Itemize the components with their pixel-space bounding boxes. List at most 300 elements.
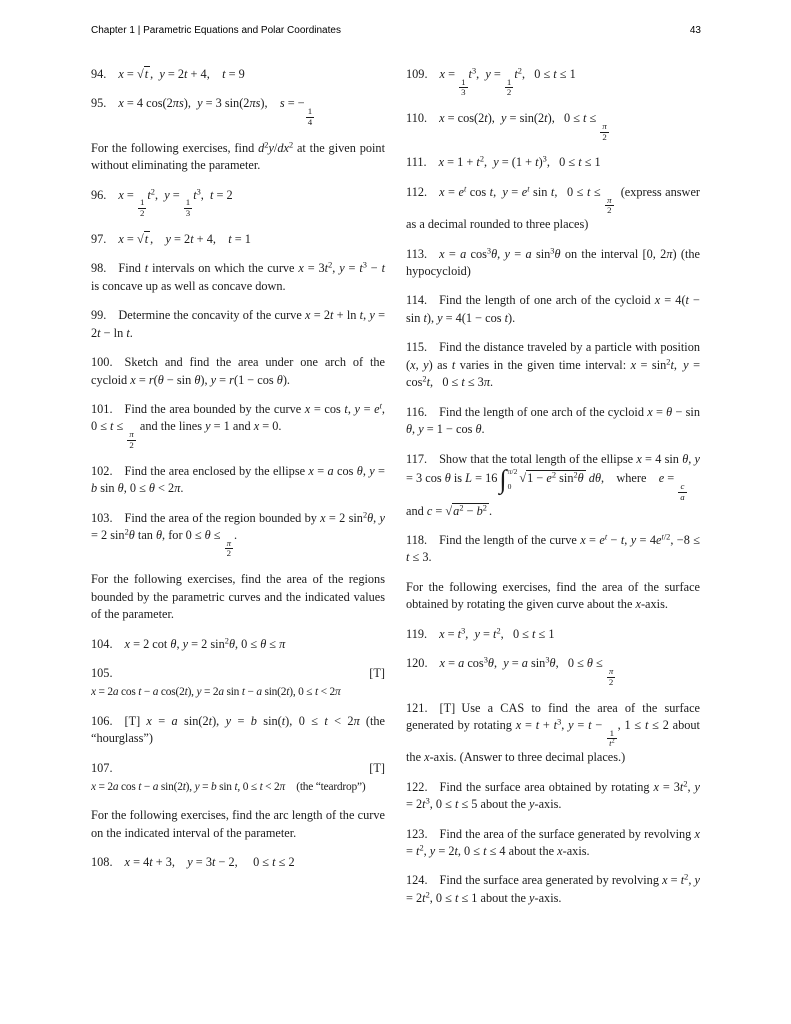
superscript: 3 [542,154,547,164]
exercise-107 [91,760,385,796]
exercise-106 [91,713,385,748]
math-variable: x [438,155,445,170]
exercise-102 [91,463,385,498]
exercise-96 [91,187,385,219]
math-variable: t [609,738,612,749]
math-variable: y [694,451,701,466]
math-variable: x [304,401,311,416]
math-variable: a [525,246,532,261]
math-variable: t [324,713,328,728]
math-variable: θ [117,481,124,496]
technology-tag: [T] [369,666,385,681]
math-variable: t [184,686,188,699]
math-variable: t [550,184,555,199]
math-variable: t [463,184,467,194]
exercise-103 [91,510,385,560]
fraction-denominator [607,738,616,749]
exercise-body: Find the area of the region bounded by x = 2 $\sin^2\theta$, y = 2 $\sin^2\theta$ tan θ, for 0 ≤ θ ≤ $\frac{\pi}{2}$ . [91,509,385,559]
fraction [600,122,608,142]
math-variable: t [588,717,592,732]
math-variable: t [416,844,420,858]
math-variable: e [546,471,552,486]
superscript: 2 [150,186,155,196]
math-variable: y [194,781,200,794]
page-header [91,25,701,36]
math-variable: θ [228,636,235,651]
superscript: 2 [264,140,269,150]
exercise-number: 113. [406,246,428,261]
math-variable: t [190,231,194,246]
exercise-104 [91,636,385,653]
fraction-denominator: 2 [129,439,134,450]
fraction [306,107,314,127]
math-variable: π [507,467,512,477]
math-variable: a [112,781,119,794]
math-variable: t [489,184,494,199]
math-variable: y [225,713,232,728]
math-variable: a [680,491,685,502]
radicand: $a^2 - b^2$ [453,502,487,518]
fraction-denominator: 2 [607,205,612,216]
exercise-109 [406,66,700,98]
math-variable: y [429,844,436,858]
math-variable: d [258,140,265,155]
math-variable: a [460,246,467,261]
radical-sign: √ [136,231,144,246]
superscript: 2 [551,470,557,480]
exercise-108 [91,854,385,871]
exercise-body: x = √t , y = 2t + 4, t = 1 [118,231,251,246]
fraction [678,482,686,502]
fraction-numerator: 1 [609,727,615,738]
math-variable: π [129,429,134,440]
superscript [380,401,382,410]
math-variable: θ [276,372,283,387]
exercise-number: 105. [91,666,113,681]
math-variable: t [670,357,674,372]
fraction-numerator: 1 [307,106,313,117]
math-variable: t [144,67,149,81]
math-variable: t [208,713,213,728]
math-variable: t [483,844,487,858]
math-variable: b [91,481,98,496]
section-instruction: For the following exercises, find the arc length of the curve on the indicated interval of the parameter. [91,808,385,840]
exercise-body: $x = t^3$, $y = t^2$, 0 ≤ t ≤ 1 [439,626,555,641]
exercise-number-row [91,665,385,682]
math-variable: t [272,855,276,870]
radical-sign: √ [136,67,144,81]
exercise-112 [406,184,700,234]
math-variable: π [666,246,673,261]
math-variable: t [330,308,334,323]
exercise-number: 103. [91,510,113,525]
math-variable: y [529,890,535,905]
fraction-denominator: 4 [307,116,313,127]
math-variable: πs [172,96,184,111]
math-variable: a [152,781,159,794]
math-variable: t [535,155,539,170]
math-variable: t [110,419,114,434]
exercise-number: 112. [406,184,428,199]
math-variable: π [174,481,181,496]
fraction-numerator: 1 [461,76,466,87]
math-variable: t [535,717,540,732]
math-variable: t [147,187,151,202]
lower-limit: 0 [507,482,512,492]
exercise-number-row [91,760,385,777]
math-variable: r [148,372,154,387]
math-variable: π [608,666,614,677]
math-variable: t [423,310,427,325]
fraction [607,729,616,749]
superscript: 3 [483,655,488,665]
math-variable: x [305,308,311,323]
math-variable: θ [682,451,689,466]
fraction-numerator [607,667,615,677]
math-variable: x [118,187,124,202]
exercise-body: Find the area enclosed by the ellipse x = a cos θ, y = b sin θ, 0 ≤ θ < 2π. [91,463,385,496]
math-variable: π [334,686,341,699]
math-variable: x [694,826,700,841]
exercise-body: Sketch and find the area under one arch of the cycloid x = r(θ − sin θ), y = r(1 − cos θ). [91,355,385,387]
math-variable: t [211,855,216,870]
math-variable: t [527,184,530,194]
fraction-numerator: 1 [506,76,512,87]
section-instruction: For the following exercises, find the area of the regions bounded by the parametric curves and the indicated values of the parameter. [91,572,385,622]
fraction-numerator: 1 [185,197,191,208]
math-variable: y [369,308,375,323]
math-variable: e [521,184,528,199]
superscript [605,532,607,541]
math-variable: t [644,717,649,732]
page-number: 43 [689,25,701,36]
superscript: 2 [124,527,129,537]
math-variable: t [314,686,318,699]
math-variable: y [501,111,507,126]
exercise-number: 104. [91,636,113,651]
fraction-numerator [605,196,613,206]
math-variable: x [118,231,124,246]
math-variable: θ [194,372,201,387]
math-variable: x [130,372,136,387]
superscript: 3 [362,260,367,270]
math-variable: t [454,797,459,812]
exercise-number: 100. [91,355,113,370]
fraction-numerator [127,430,135,440]
math-variable: b [250,713,257,728]
exercise-body: [T] x = a sin(2t), y = b sin(t), 0 ≤ t < 2π (the “hourglass”) [91,713,386,746]
square-root [445,503,489,518]
math-variable: t [144,231,149,246]
math-variable: y [164,187,170,202]
exercise-119 [406,626,700,643]
exercise-122 [406,779,700,814]
exercise-number: 96. [91,187,107,202]
math-variable: θ [491,246,498,261]
math-variable: x [635,597,641,612]
exercise-94 [91,66,385,83]
fraction-denominator: 2 [139,208,145,219]
exercise-number: 107. [91,760,113,775]
math-variable: y [159,67,165,81]
superscript: 2 [459,502,464,512]
math-variable: t [381,261,385,276]
right-column [406,66,700,919]
math-variable: x [439,67,445,81]
exercise-number: 111. [406,155,427,170]
exercise-body: x = a $\cos^3\theta$, y = a $\sin^3\theta$ on the interval [0, 2π) (the hypocycloid) [406,245,700,279]
integral-limits [507,468,518,491]
math-variable: L [465,471,472,486]
exercise-number: 108. [91,855,113,870]
math-variable: θ [487,656,494,671]
math-variable: t [553,717,558,732]
math-variable: t [493,626,497,641]
math-variable: t [504,310,509,325]
radical-sign: √ [445,503,453,518]
integral [499,464,518,495]
exercise-117 [406,451,700,520]
math-variable: x [515,717,522,732]
superscript: 2 [611,739,615,746]
math-variable: e [374,401,380,416]
math-variable: t [468,67,472,81]
math-variable: a [521,656,528,671]
math-variable: x [124,636,130,651]
math-variable: t [422,797,426,812]
superscript: 2 [328,260,333,270]
exercise-body: x = $\frac{1}{2}$ $t^2$, y = $\frac{1}{3}$ $t^3$, t = 2 [118,186,233,219]
math-variable: y [196,686,202,699]
superscript [527,184,529,193]
math-variable: e [656,533,662,548]
math-variable: π [279,636,286,651]
math-variable: t [422,890,426,905]
math-variable: t [222,67,226,81]
math-variable: t [193,187,197,202]
math-variable: y [694,873,700,888]
math-variable: t [210,187,214,202]
math-variable: t [241,686,245,699]
exercise-body: $x = e^t$ cos t, $y = e^t$ sin t, 0 ≤ t ≤ $\frac{\pi}{2}$ (express answer as a decimal rounded to three places) [406,184,700,232]
math-variable: θ [356,463,363,478]
superscript: 2 [684,872,689,882]
fraction [127,430,135,450]
exercise-number: 94. [91,67,107,81]
math-variable: y [503,656,509,671]
exercise-97 [91,231,385,248]
math-variable: θ [204,528,211,542]
math-variable: x [653,779,659,794]
math-variable: θ [170,636,177,651]
exercise-body: x = $\frac{1}{3}$ $t^3$, y = $\frac{1}{2}$ $t^2$, 0 ≤ t ≤ 1 [439,66,576,98]
math-variable: t [149,855,153,870]
exercise-number: 120. [406,656,428,671]
math-variable: x [308,463,314,478]
fraction-numerator: 1 [139,197,145,208]
math-variable: e [599,533,605,548]
math-variable: x [410,357,416,372]
fraction [607,667,615,687]
math-variable: x [647,404,653,419]
fraction [225,539,233,559]
math-variable: x [636,451,642,466]
math-variable: dθ [588,471,601,486]
exercise-116 [406,404,700,439]
math-variable: y [339,261,345,276]
fraction [184,198,192,218]
math-variable: s [279,96,285,111]
left-column [91,66,385,919]
math-variable: πs [249,96,261,111]
exercise-number: 123. [406,826,428,841]
math-variable: y [504,246,510,261]
math-variable: y [474,626,480,641]
exercise-113 [406,246,700,281]
math-variable: t [286,686,290,699]
radicand [144,66,150,81]
math-variable: x [118,67,124,81]
exercise-body: Determine the concavity of the curve x = 2t + ln t, y = 2t − ln t. [91,308,386,340]
math-variable: y [205,419,211,434]
superscript: 2 [425,890,430,900]
math-variable: t [138,686,142,699]
math-variable: x [439,246,445,261]
math-variable: x [439,626,445,641]
math-variable: θ [148,481,155,496]
math-variable: t [259,781,263,794]
math-variable: π [602,120,607,131]
math-variable: a [112,686,119,699]
math-variable: π [483,375,490,390]
math-variable: t [604,532,608,542]
superscript: 2 [496,626,501,636]
technology-tag: [T] [369,760,385,775]
fraction-denominator: 3 [185,208,191,219]
math-variable: θ [444,471,451,486]
superscript: 2 [288,140,294,150]
math-variable: x [298,261,304,276]
exercise-120 [406,655,700,687]
math-variable: b [476,503,483,518]
math-variable: a [218,686,224,699]
exercise-number: 109. [406,67,428,81]
fraction [605,196,613,216]
math-variable: x [654,293,661,308]
exercise-118 [406,532,700,567]
exercise-121 [406,700,700,767]
math-variable: θ [260,636,267,651]
math-variable: a [453,503,460,518]
exercise-number: 115. [406,340,428,355]
math-variable: x [439,656,445,671]
exercise-body: x = 2 cot θ, y = 2 $\sin^2\theta$, 0 ≤ θ ≤ π [124,635,286,651]
math-variable: t [281,713,286,728]
exercise-123 [406,826,700,861]
exercise-body: Find the area of the surface generated by revolving $x = t^2$, y = 2t, 0 ≤ t ≤ 4 about the x-axis. [406,826,700,858]
math-variable: x [253,419,260,434]
running-head: Chapter 1 | Parametric Equations and Polar Coordinates [91,25,341,36]
math-variable: a [171,713,178,728]
math-variable: c [680,481,685,492]
math-variable: t [359,261,363,276]
fraction-denominator: 2 [608,676,614,687]
radicand: $1 - e^2$ $\sin^2\theta$ [527,470,584,486]
upper-limit: π/2 [507,467,518,477]
math-variable: x [439,111,445,126]
content-columns [91,66,701,919]
exercise-body: x = a $\cos^3\theta$, y = a $\sin^3\theta$, 0 ≤ θ ≤ $\frac{\pi}{2}$ [439,655,614,687]
math-variable: t [680,873,685,888]
math-variable: t [406,550,410,565]
math-variable: t [454,844,458,858]
math-variable: θ [157,372,164,387]
exercise-115 [406,339,700,391]
exercise-body: Find the surface area generated by revolving $x = t^2$, $y = 2t^2$, 0 ≤ t ≤ 1 about the y-axis. [406,872,700,905]
fraction [505,78,513,98]
superscript: 3 [545,655,550,665]
math-variable: a [327,463,334,478]
superscript: 2 [573,470,578,480]
superscript: 2 [666,357,671,367]
math-variable: t [586,184,591,199]
superscript: t/2 [661,532,671,542]
superscript: 2 [422,374,427,384]
math-variable: t [97,325,101,340]
exercise-number: 95. [91,96,107,111]
math-variable: t [138,781,142,794]
math-variable: t [620,533,625,548]
math-variable: x [320,510,326,525]
math-variable: x [439,184,445,199]
math-variable: y [683,357,689,372]
math-variable: a [152,686,159,699]
exercise-number: 101. [91,401,113,416]
math-variable: x [557,844,563,858]
fraction-denominator: 2 [602,131,607,142]
exercise-110 [406,110,700,142]
section-instruction: For the following exercises, find the area of the surface obtained by rotating the given curve about the x-axis. [406,579,700,612]
superscript: 3 [486,245,492,255]
math-variable: y [268,140,274,155]
exercise-body: Find the length of one arch of the cycloid x = 4(t − sin t), y = 4(1 − cos t). [406,293,700,325]
exercise-body: Show that the total length of the ellipse x = 4 sin θ, y = 3 cos θ is L = 16 ∫ π/2 0 $√1 - e^2$ $\sin^2\theta$ dθ, where e = $\frac{c}{a}$ and $c = √a^2 - b^2$ . [406,451,701,518]
math-variable: b [210,781,217,794]
math-variable: t [359,308,364,323]
math-variable: θ [156,528,163,542]
math-variable: t [457,626,462,641]
exercise-body: Find the distance traveled by a particle with position (x, y) as t varies in the given time interval: $x = \sin^2t$, $y = \cos^2t$, 0 ≤ t ≤ 3π. [406,340,701,390]
math-variable: t [126,325,130,340]
math-variable: t [514,67,518,81]
exercise-body: x = cos(2t), y = sin(2t), 0 ≤ t ≤ $\frac{\pi}{2}$ [439,111,607,142]
square-root [519,470,585,485]
math-variable: y [485,67,491,81]
fraction [138,198,146,218]
math-variable: θ [367,510,374,525]
math-variable: y [182,636,189,651]
exercise-body: x = 2a cos t − a sin(2t), y = b sin t, 0 ≤ t < 2π (the “teardrop”) [91,781,366,794]
exercise-number: 124. [406,873,428,888]
math-variable: t [532,626,536,641]
superscript: 2 [683,779,688,789]
math-variable: t [578,155,582,170]
math-variable: r [229,372,234,387]
exercise-body: x = √t , y = 2t + 4, t = 9 [118,67,245,81]
math-variable: t [484,111,488,126]
math-variable: y [379,510,385,525]
exercise-body: Find t intervals on which the curve $x = 3t^2$, $y = t^3 - t$ is concave up as well as concave down. [91,260,385,293]
